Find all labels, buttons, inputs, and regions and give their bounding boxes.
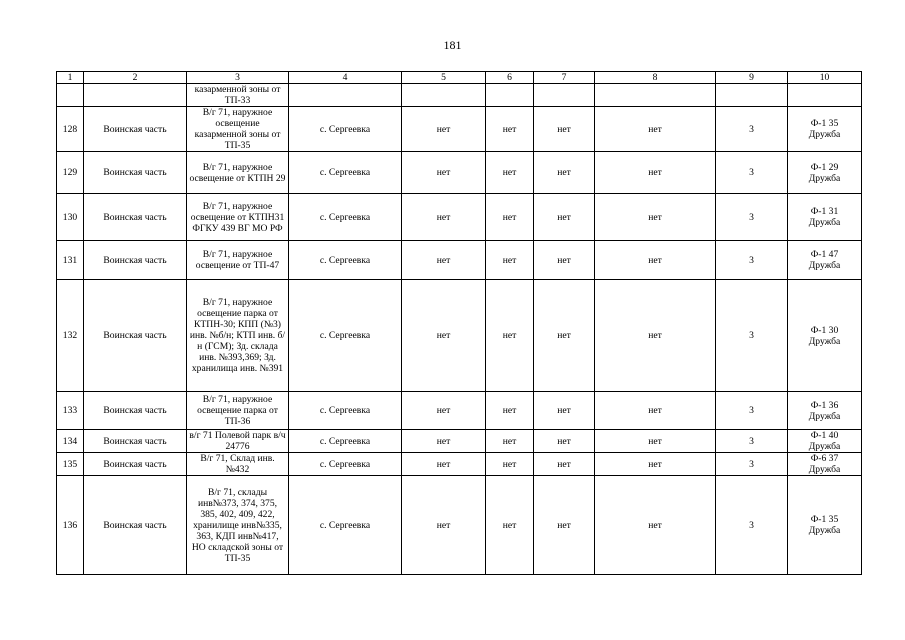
cell-col8: нет xyxy=(595,392,716,430)
cell-col9: 3 xyxy=(716,476,788,575)
settlement: с. Сергеевка xyxy=(289,392,402,430)
cell-col5: нет xyxy=(402,241,486,280)
row-number: 129 xyxy=(57,152,84,194)
cell-col7 xyxy=(534,84,595,107)
column-number: 7 xyxy=(534,72,595,84)
object-description: казарменной зоны от ТП-33 xyxy=(187,84,289,107)
cell-col8: нет xyxy=(595,152,716,194)
feeder-ref: Ф-1 47 Дружба xyxy=(788,241,862,280)
row-number: 130 xyxy=(57,194,84,241)
object-type: Воинская часть xyxy=(84,241,187,280)
settlement: с. Сергеевка xyxy=(289,107,402,152)
cell-col7: нет xyxy=(534,476,595,575)
table-row xyxy=(57,430,862,453)
cell-col8: нет xyxy=(595,280,716,392)
cell-col6: нет xyxy=(486,107,534,152)
cell-col9 xyxy=(716,84,788,107)
settlement: с. Сергеевка xyxy=(289,430,402,453)
cell-col6: нет xyxy=(486,280,534,392)
cell-col7: нет xyxy=(534,241,595,280)
cell-col5: нет xyxy=(402,194,486,241)
cell-col9: 3 xyxy=(716,280,788,392)
settlement: с. Сергеевка xyxy=(289,280,402,392)
page-number: 181 xyxy=(443,38,462,52)
row-number xyxy=(57,84,84,107)
cell-col9: 3 xyxy=(716,430,788,453)
object-type: Воинская часть xyxy=(84,430,187,453)
row-number: 128 xyxy=(57,107,84,152)
column-number-row xyxy=(57,72,862,84)
cell-col7: нет xyxy=(534,152,595,194)
column-number: 8 xyxy=(595,72,716,84)
table-row xyxy=(57,392,862,430)
column-number: 9 xyxy=(716,72,788,84)
cell-col6: нет xyxy=(486,241,534,280)
object-type: Воинская часть xyxy=(84,392,187,430)
row-number: 134 xyxy=(57,430,84,453)
cell-col6: нет xyxy=(486,392,534,430)
cell-col6 xyxy=(486,84,534,107)
cell-col9: 3 xyxy=(716,194,788,241)
feeder-ref: Ф-1 31 Дружба xyxy=(788,194,862,241)
feeder-ref: Ф-1 35 Дружба xyxy=(788,476,862,575)
cell-col9: 3 xyxy=(716,152,788,194)
cell-col9: 3 xyxy=(716,453,788,476)
cell-col8 xyxy=(595,84,716,107)
settlement: с. Сергеевка xyxy=(289,453,402,476)
cell-col6: нет xyxy=(486,476,534,575)
table-row xyxy=(57,194,862,241)
cell-col7: нет xyxy=(534,430,595,453)
column-number: 10 xyxy=(788,72,862,84)
feeder-ref: Ф-1 29 Дружба xyxy=(788,152,862,194)
object-description: В/г 71, наружное освещение от ТП-47 xyxy=(187,241,289,280)
settlement: с. Сергеевка xyxy=(289,152,402,194)
feeder-ref: Ф-1 40 Дружба xyxy=(788,430,862,453)
settlement: с. Сергеевка xyxy=(289,241,402,280)
cell-col9: 3 xyxy=(716,392,788,430)
cell-col6: нет xyxy=(486,430,534,453)
cell-col6: нет xyxy=(486,152,534,194)
cell-col6: нет xyxy=(486,194,534,241)
object-description: В/г 71, наружное освещение парка от КТПН-30; КПП (№3) инв. №б/н; КТП инв. б/н (ГСМ); Зд. склада инв. №393,369; Зд. хранилища инв. №391 xyxy=(187,280,289,392)
cell-col7: нет xyxy=(534,107,595,152)
cell-col9: 3 xyxy=(716,241,788,280)
cell-col7: нет xyxy=(534,392,595,430)
object-description: В/г 71, наружное освещение казарменной зоны от ТП-35 xyxy=(187,107,289,152)
cell-col5: нет xyxy=(402,280,486,392)
table-row xyxy=(57,152,862,194)
object-type: Воинская часть xyxy=(84,107,187,152)
cell-col7: нет xyxy=(534,453,595,476)
cell-col5: нет xyxy=(402,392,486,430)
cell-col5: нет xyxy=(402,152,486,194)
cell-col6: нет xyxy=(486,453,534,476)
object-type: Воинская часть xyxy=(84,476,187,575)
cell-col5: нет xyxy=(402,430,486,453)
cell-col8: нет xyxy=(595,194,716,241)
object-description: В/г 71, склады инв№373, 374, 375, 385, 402, 409, 422, хранилище инв№335, 363, КДП инв№417, НО складской зоны от ТП-35 xyxy=(187,476,289,575)
feeder-ref: Ф-1 30 Дружба xyxy=(788,280,862,392)
row-number: 133 xyxy=(57,392,84,430)
object-description: В/г 71, наружное освещение от КТПН31 ФГКУ 439 ВГ МО РФ xyxy=(187,194,289,241)
settlement xyxy=(289,84,402,107)
object-type: Воинская часть xyxy=(84,453,187,476)
table-row xyxy=(57,107,862,152)
settlement: с. Сергеевка xyxy=(289,476,402,575)
column-number: 2 xyxy=(84,72,187,84)
table-row xyxy=(57,476,862,575)
cell-col5: нет xyxy=(402,476,486,575)
cell-col5: нет xyxy=(402,453,486,476)
feeder-ref xyxy=(788,84,862,107)
cell-col8: нет xyxy=(595,107,716,152)
feeder-ref: Ф-1 35 Дружба xyxy=(788,107,862,152)
object-description: В/г 71, Склад инв. №432 xyxy=(187,453,289,476)
cell-col5 xyxy=(402,84,486,107)
table-row xyxy=(57,241,862,280)
object-description: В/г 71, наружное освещение парка от ТП-36 xyxy=(187,392,289,430)
object-type xyxy=(84,84,187,107)
cell-col8: нет xyxy=(595,453,716,476)
feeder-ref: Ф-1 36 Дружба xyxy=(788,392,862,430)
object-description: в/г 71 Полевой парк в/ч 24776 xyxy=(187,430,289,453)
column-number: 4 xyxy=(289,72,402,84)
column-number: 6 xyxy=(486,72,534,84)
object-description: В/г 71, наружное освещение от КТПН 29 xyxy=(187,152,289,194)
table-row xyxy=(57,280,862,392)
column-number: 3 xyxy=(187,72,289,84)
cell-col8: нет xyxy=(595,430,716,453)
cell-col8: нет xyxy=(595,476,716,575)
row-number: 132 xyxy=(57,280,84,392)
row-number: 136 xyxy=(57,476,84,575)
cell-col7: нет xyxy=(534,194,595,241)
cell-col7: нет xyxy=(534,280,595,392)
cell-col8: нет xyxy=(595,241,716,280)
column-number: 1 xyxy=(57,72,84,84)
registry-table xyxy=(56,71,862,575)
cell-col9: 3 xyxy=(716,107,788,152)
column-number: 5 xyxy=(402,72,486,84)
cell-col5: нет xyxy=(402,107,486,152)
row-number: 135 xyxy=(57,453,84,476)
settlement: с. Сергеевка xyxy=(289,194,402,241)
table-row xyxy=(57,84,862,107)
object-type: Воинская часть xyxy=(84,194,187,241)
row-number: 131 xyxy=(57,241,84,280)
feeder-ref: Ф-6 37 Дружба xyxy=(788,453,862,476)
object-type: Воинская часть xyxy=(84,152,187,194)
table-row xyxy=(57,453,862,476)
object-type: Воинская часть xyxy=(84,280,187,392)
